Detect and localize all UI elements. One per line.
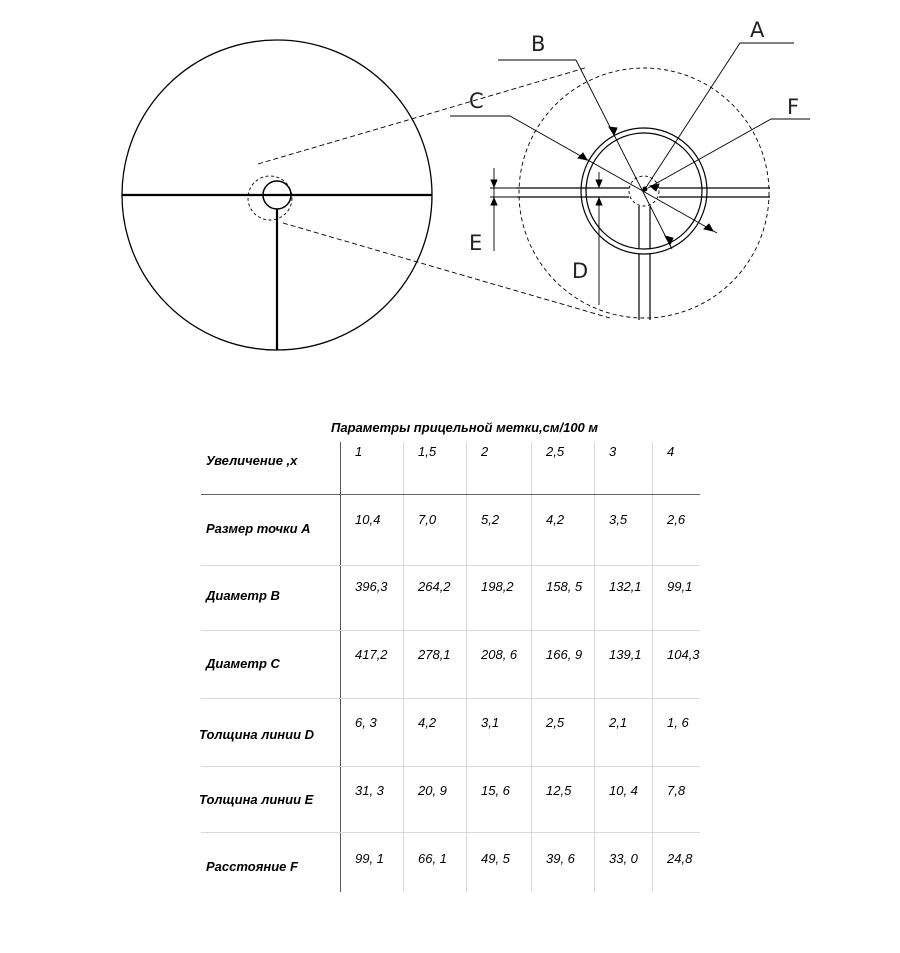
table-cell: 99,1 bbox=[667, 579, 693, 594]
table-cell: 208, 6 bbox=[481, 647, 518, 662]
table-cell: 20, 9 bbox=[418, 783, 447, 798]
label-f: F bbox=[787, 95, 800, 119]
table-cell: 2,6 bbox=[667, 512, 686, 527]
table-cell: 158, 5 bbox=[546, 579, 583, 594]
table-title: Параметры прицельной метки,см/100 м bbox=[331, 420, 599, 435]
magnification-cell: 2 bbox=[481, 444, 489, 459]
table-cell: 31, 3 bbox=[355, 783, 384, 798]
table-cell: 5,2 bbox=[481, 512, 500, 527]
table-cell: 1, 6 bbox=[667, 715, 689, 730]
table-cell: 39, 6 bbox=[546, 851, 575, 866]
row-label: Размер точки А bbox=[206, 521, 311, 536]
table-cell: 7,0 bbox=[418, 512, 437, 527]
reticle-diagram bbox=[0, 0, 900, 400]
table-cell: 6, 3 bbox=[355, 715, 377, 730]
table-cell: 2,5 bbox=[546, 715, 565, 730]
table-cell: 7,8 bbox=[667, 783, 686, 798]
table-cell: 132,1 bbox=[609, 579, 642, 594]
header-label: Увеличение ,x bbox=[206, 453, 298, 468]
zoom-projection-lines bbox=[258, 68, 610, 318]
magnification-cell: 2,5 bbox=[546, 444, 565, 459]
reticle-zoom-view bbox=[517, 68, 770, 320]
row-label: Толщина линии D bbox=[199, 727, 315, 742]
table-cell: 3,5 bbox=[609, 512, 628, 527]
label-b: B bbox=[531, 32, 546, 56]
table-cell: 139,1 bbox=[609, 647, 642, 662]
dimension-lines bbox=[450, 43, 810, 305]
magnification-cell: 1 bbox=[355, 444, 363, 459]
table-cell: 10,4 bbox=[355, 512, 381, 527]
table-cell: 12,5 bbox=[546, 783, 572, 798]
row-label: Диаметр В bbox=[206, 588, 280, 603]
reticle-full-view bbox=[122, 40, 432, 350]
label-e: E bbox=[469, 231, 483, 255]
table-cell: 3,1 bbox=[481, 715, 500, 730]
magnification-cell: 1,5 bbox=[418, 444, 437, 459]
table-cell: 417,2 bbox=[355, 647, 388, 662]
table-cell: 15, 6 bbox=[481, 783, 510, 798]
table-cell: 33, 0 bbox=[609, 851, 638, 866]
label-a: A bbox=[750, 18, 765, 42]
magnification-cell: 4 bbox=[667, 444, 675, 459]
magnification-cell: 3 bbox=[609, 444, 617, 459]
table-cell: 66, 1 bbox=[418, 851, 447, 866]
table-cell: 198,2 bbox=[481, 579, 514, 594]
table-cell: 10, 4 bbox=[609, 783, 638, 798]
table-cell: 264,2 bbox=[418, 579, 451, 594]
table-cell: 4,2 bbox=[546, 512, 565, 527]
label-c: C bbox=[469, 89, 484, 113]
table-cell: 396,3 bbox=[355, 579, 388, 594]
table-cell: 49, 5 bbox=[481, 851, 510, 866]
table-cell: 4,2 bbox=[418, 715, 437, 730]
table-cell: 166, 9 bbox=[546, 647, 583, 662]
row-label: Диаметр С bbox=[206, 656, 280, 671]
table-cell: 2,1 bbox=[609, 715, 628, 730]
row-label: Расстояние F bbox=[206, 859, 298, 874]
label-d: D bbox=[572, 259, 589, 283]
table-cell: 99, 1 bbox=[355, 851, 384, 866]
table-cell: 24,8 bbox=[667, 851, 693, 866]
table-cell: 278,1 bbox=[418, 647, 451, 662]
row-label: Толщина линии Е bbox=[199, 792, 314, 807]
table-cell: 104,3 bbox=[667, 647, 700, 662]
